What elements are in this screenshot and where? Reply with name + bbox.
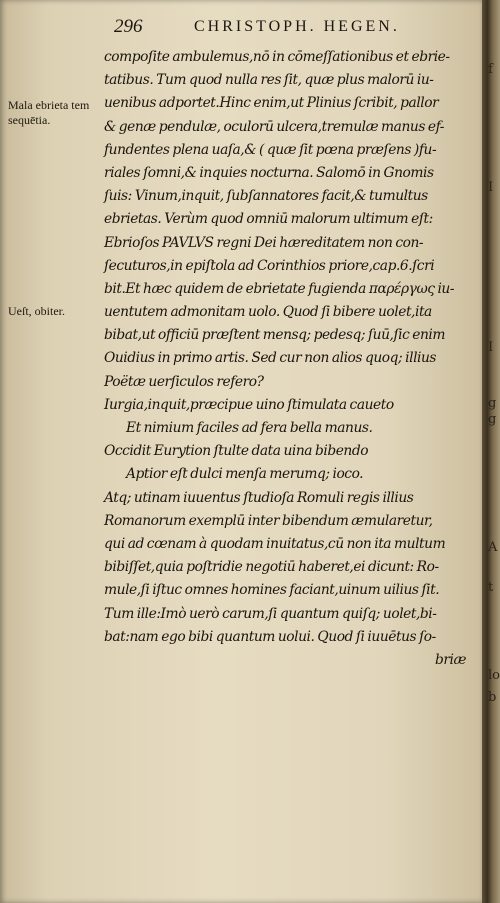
text-line: qui ad cœnam à quodam inuitatus,cū non ita multum [104, 535, 446, 552]
text-line: fundentes plena uaſa,& ( quæ ſit pœna præſens )fu- [104, 141, 437, 158]
facing-page-edge [482, 0, 500, 903]
text-line: Atq; utinam iuuentus ſtudioſa Romuli regis illius [104, 489, 414, 506]
page-number: 296 [114, 16, 143, 37]
verse-line: Iurgia,inquit,præcipue uino ſtimulata caueto [104, 396, 394, 413]
body-text [104, 46, 476, 672]
running-head: CHRISTOPH. HEGEN. [194, 18, 400, 35]
facing-page-letter: g [488, 396, 497, 411]
text-line: ebrietas. Verùm quod omniū malorum ultimum eſt: [104, 211, 433, 228]
text-line: uenibus adportet.Hinc enim,ut Plinius ſcribit, pallor [104, 95, 439, 112]
marginal-note-mala-ebrietatem: Mala ebrieta tem sequētia. [8, 98, 90, 127]
text-line: riales ſomni,& inquies nocturna. Salomō in Gnomis [104, 164, 434, 181]
facing-page-letter: f [488, 62, 493, 77]
text-line: ſuis: Vinum,inquit, ſubſannatores facit,& tumultus [104, 188, 428, 205]
catchword: briæ [434, 651, 466, 668]
text-line: bit.Et hæc quidem de ebrietate fugienda παρέργως iu- [104, 280, 455, 297]
text-line: ſecuturos,in epiſtola ad Corinthios priore,cap.6.ſcri [104, 257, 435, 274]
text-line: Tum ille:Imò uerò carum,ſi quantum quiſq; uolet,bi- [104, 605, 437, 622]
facing-page-letter: A [488, 540, 498, 555]
text-line: tatibus. Tum quod nulla res ſit, quæ plus malorū iu- [104, 72, 434, 89]
text-line: mule,ſi iſtuc omnes homines faciant,uinum uilius ſit. [104, 582, 440, 599]
marginal-note-obiter: Ueſt, obiter. [8, 304, 65, 318]
text-line: compoſite ambulemus,nō in cōmeſſationibus et ebrie- [104, 49, 450, 65]
facing-page-letter: g [488, 412, 497, 427]
text-line: bibiſſet,quia poſtridie negotiū haberet,ei dicunt: Ro- [104, 559, 439, 576]
facing-page-letter: lo [488, 668, 500, 683]
text-line: bat:nam ego bibi quantum uolui. Quod ſi iuuētus ſo- [104, 628, 436, 645]
facing-page-letter: I [488, 180, 494, 195]
text-line: uentutem admonitam uolo. Quod ſi bibere uolet,ita [104, 304, 432, 321]
text-line: Ouidius in primo artis. Sed cur non alios quoq; illius [104, 350, 437, 367]
text-line: Ebrioſos PAVLVS regni Dei hæreditatem non con- [104, 234, 424, 251]
facing-page-letter: t [488, 580, 494, 595]
page-header [114, 16, 442, 40]
facing-page-letter: b [488, 690, 497, 705]
facing-page-letter: I [488, 340, 494, 355]
verse-line: Et nimium faciles ad fera bella manus. [126, 420, 373, 436]
verse-line: Aptior eſt dulci menſa merumq; ioco. [126, 466, 364, 483]
verse-line: Occidit Eurytion ſtulte data uina bibendo [104, 443, 369, 460]
text-line: Romanorum exemplū inter bibendum æmularetur, [104, 512, 433, 529]
text-line: Poëtæ uerſiculos refero? [104, 373, 264, 390]
text-line: & genæ pendulæ, oculorū ulcera,tremulæ manus ef- [104, 118, 444, 135]
text-line: bibat,ut officiū præſtent mensq; pedesq; ſuū,ſic enim [104, 327, 446, 344]
